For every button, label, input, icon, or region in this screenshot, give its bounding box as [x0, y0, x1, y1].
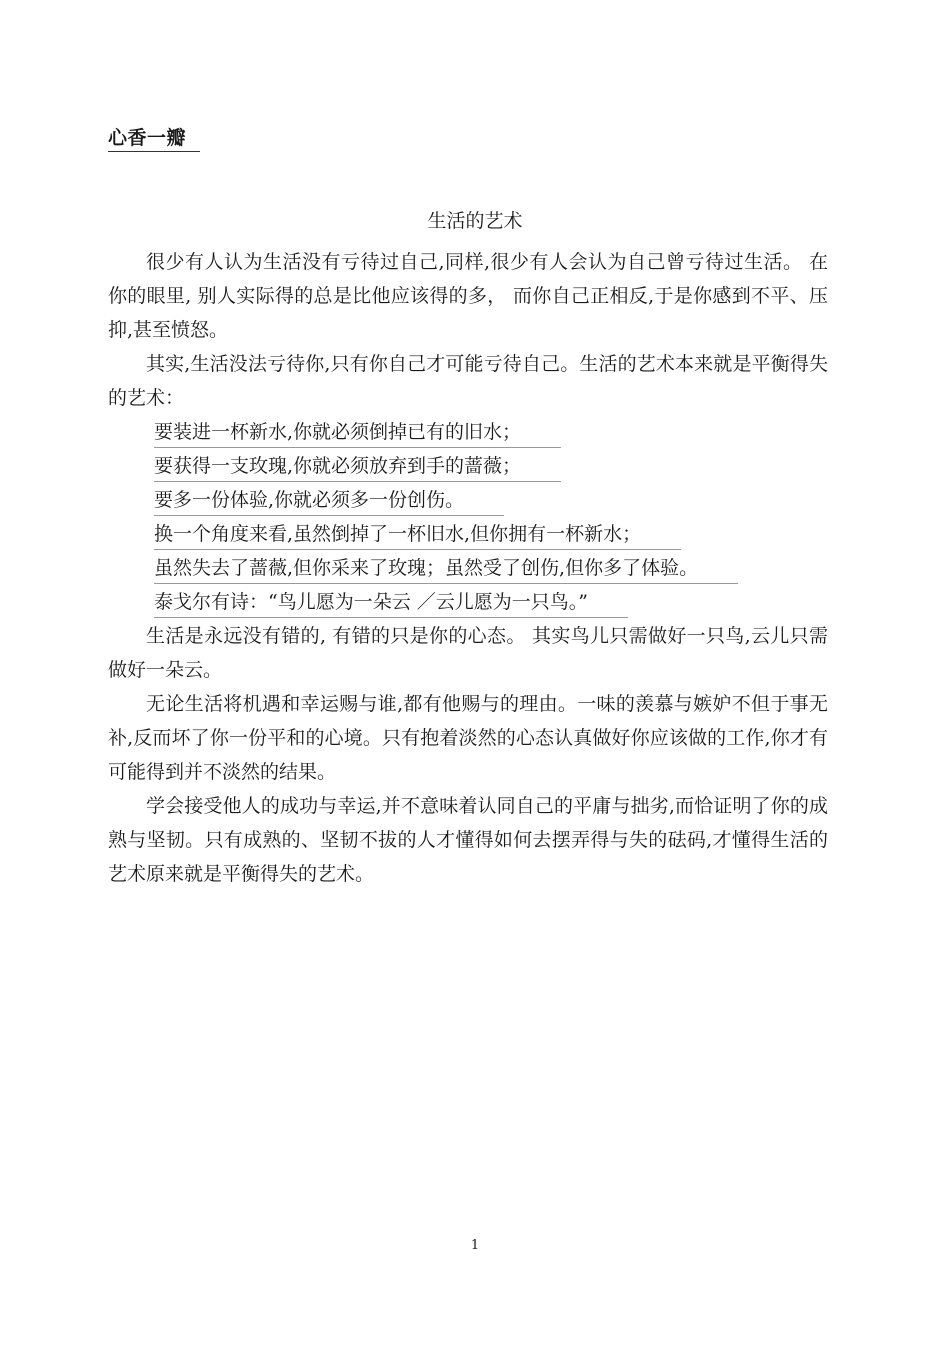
- verse-line: [108, 415, 828, 449]
- verse-line: [108, 585, 828, 619]
- verse-text: 换一个角度来看,虽然倒掉了一杯旧水,但你拥有一杯新水；: [154, 519, 681, 550]
- verse-line: [108, 551, 828, 585]
- verse-text: 要多一份体验,你就必须多一份创伤。: [154, 485, 504, 516]
- verse-line: [108, 483, 828, 517]
- paragraph: 很少有人认为生活没有亏待过自己,同样,很少有人会认为自己曾亏待过生活。 在你的眼里, 别人实际得的总是比他应该得的多， 而你自己正相反,于是你感到不平、压抑,甚至愤怒。: [108, 251, 828, 341]
- page-number: 1: [470, 1238, 480, 1253]
- paragraph: 无论生活将机遇和幸运赐与谁,都有他赐与的理由。一味的羡慕与嫉妒不但于事无补,反而坏了你一份平和的心境。只有抱着淡然的心态认真做好你应该做的工作,你才有可能得到并不淡然的结果。: [108, 693, 828, 783]
- verse-text: 泰戈尔有诗：“鸟儿愿为一朵云 ／云儿愿为一只鸟。”: [154, 587, 628, 618]
- column-title: 心香一瓣: [108, 126, 200, 152]
- paragraph: 学会接受他人的成功与幸运,并不意味着认同自己的平庸与拙劣,而恰证明了你的成熟与坚韧。只有成熟的、坚韧不拔的人才懂得如何去摆弄得与失的砝码,才懂得生活的艺术原来就是平衡得失的艺术。: [108, 795, 828, 885]
- verse-text: 要装进一杯新水,你就必须倒掉已有的旧水；: [154, 417, 561, 448]
- paragraph: 生活是永远没有错的, 有错的只是你的心态。 其实鸟儿只需做好一只鸟,云儿只需做好一朵云。: [108, 625, 828, 681]
- verse-line: [108, 517, 828, 551]
- article-title: 生活的艺术: [427, 210, 523, 232]
- article-body: [108, 245, 828, 891]
- verse-text: 要获得一支玫瑰,你就必须放弃到手的蔷薇；: [154, 451, 561, 482]
- paragraph: 其实,生活没法亏待你,只有你自己才可能亏待自己。生活的艺术本来就是平衡得失的艺术：: [108, 353, 828, 409]
- verse-text: 虽然失去了蔷薇,但你采来了玫瑰；虽然受了创伤,但你多了体验。: [154, 553, 738, 584]
- verse-line: [108, 449, 828, 483]
